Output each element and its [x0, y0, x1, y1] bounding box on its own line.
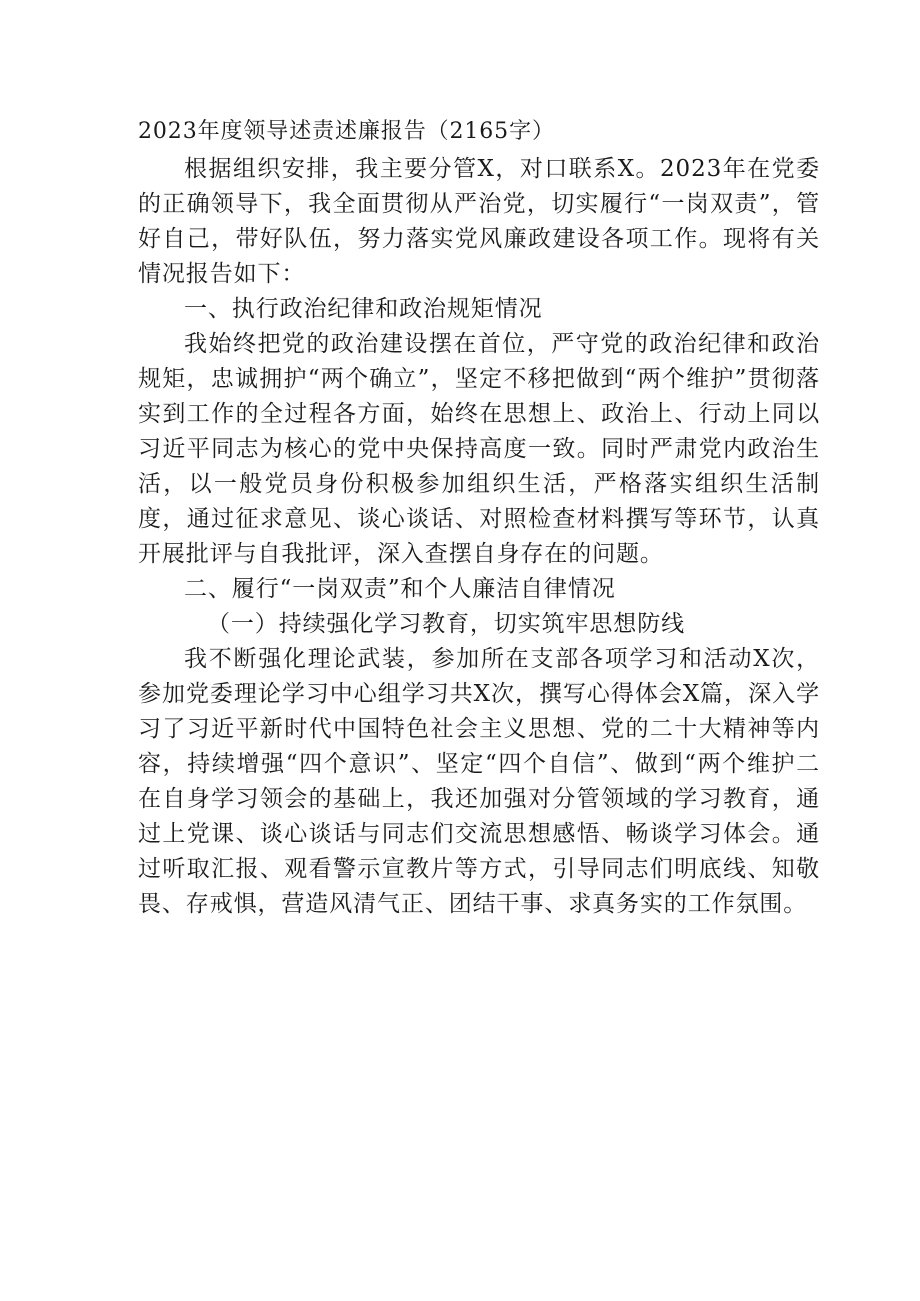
section-heading-2: 二、履行“一岗双责”和个人廉洁自律情况 — [184, 576, 616, 602]
section-heading-1: 一、执行政治纪律和政治规矩情况 — [184, 296, 543, 322]
intro-paragraph: 根据组织安排，我主要分管X，对口联系X。2023年在党委的正确领导下，我全面贯彻从严治党，切实履行“一岗双责”，管好自己，带好队伍，努力落实党风廉政建设各项工作。现将有关情况报告如下： — [138, 156, 820, 287]
subsection-1-paragraph: 我不断强化理论武装，参加所在支部各项学习和活动X次，参加党委理论学习中心组学习共X次，撰写心得体会X篇，深入学习了习近平新时代中国特色社会主义思想、党的二十大精神等内容，持续增强“四个意识”、坚定“四个自信”、做到“两个维护二在自身学习领会的基础上，我还加强对分管领域的学习教育，通过上党课、谈心谈话与同志们交流思想感悟、畅谈学习体会。通过听取汇报、观看警示宣教片等方式，引导同志们明底线、知敬畏、存戒惧，营造风清气正、团结干事、求真务实的工作氛围。 — [138, 646, 820, 917]
document-title: 2023年度领导述责述廉报告（2165字） — [138, 119, 555, 144]
subsection-heading-1: （一）持续强化学习教育，切实筑牢思想防线 — [207, 611, 685, 637]
document-body — [138, 116, 820, 922]
section-1-paragraph: 我始终把党的政治建设摆在首位，严守党的政治纪律和政治规矩，忠诚拥护“两个确立”，坚定不移把做到“两个维护”贯彻落实到工作的全过程各方面，始终在思想上、政治上、行动上同以习近平同志为核心的党中央保持高度一致。同时严肃党内政治生活，以一般党员身份积极参加组织生活，严格落实组织生活制度，通过征求意见、谈心谈话、对照检查材料撰写等环节，认真开展批评与自我批评，深入查摆自身存在的问题。 — [138, 331, 820, 567]
